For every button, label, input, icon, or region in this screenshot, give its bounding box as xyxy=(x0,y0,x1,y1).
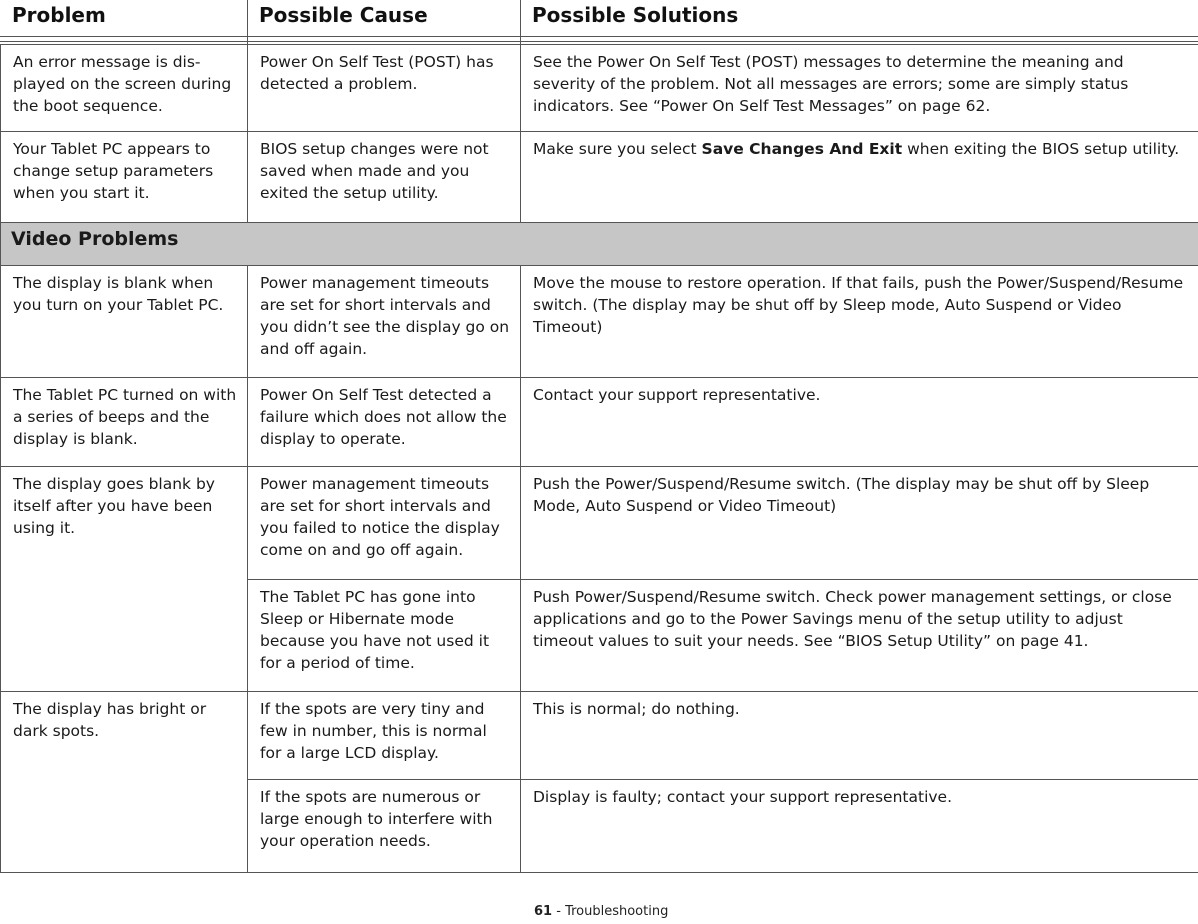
table-row xyxy=(1,692,1198,780)
header-possible-cause: Possible Cause xyxy=(259,3,428,27)
cause-cell: Power On Self Test (POST) has detected a problem. xyxy=(248,45,521,132)
table-row xyxy=(1,378,1198,467)
table-row xyxy=(1,266,1198,378)
problem-cell: The display has bright or dark spots. xyxy=(1,692,248,873)
section-heading-video-problems: Video Problems xyxy=(1,223,1198,266)
problem-cell: The Tablet PC turned on with a series of beeps and the display is blank. xyxy=(1,378,248,467)
cause-cell: If the spots are numerous or large enough to interfere with your operation needs. xyxy=(248,780,521,873)
solution-text: when exiting the BIOS setup utility. xyxy=(902,140,1180,158)
cause-cell: If the spots are very tiny and few in number, this is normal for a large LCD display. xyxy=(248,692,521,780)
cause-cell: The Tablet PC has gone into Sleep or Hibernate mode because you have not used it for a period of time. xyxy=(248,580,521,692)
problem-cell: An error message is dis-played on the screen during the boot sequence. xyxy=(1,45,248,132)
cause-cell: Power management timeouts are set for short intervals and you failed to notice the display come on and go off again. xyxy=(248,467,521,580)
solution-cell: Display is faulty; contact your support representative. xyxy=(521,780,1198,873)
header-double-rule xyxy=(0,41,1198,42)
footer-separator: - xyxy=(552,904,566,919)
menu-option-label: Save Changes And Exit xyxy=(701,140,903,158)
cause-cell: Power management timeouts are set for short intervals and you didn’t see the display go on and off again. xyxy=(248,266,521,378)
footer-section-name: Troubleshooting xyxy=(565,904,669,919)
solution-cell: Push the Power/Suspend/Resume switch. (The display may be shut off by Sleep Mode, Auto Suspend or Video Timeout) xyxy=(521,467,1198,580)
table-row xyxy=(1,467,1198,580)
solution-cell: Push Power/Suspend/Resume switch. Check power management settings, or close applications and go to the Power Savings menu of the setup utility to adjust timeout values to suit your needs. See “BIOS Setup Utility” on page 41. xyxy=(521,580,1198,692)
solution-cell: Move the mouse to restore operation. If that fails, push the Power/Suspend/Resume switch. (The display may be shut off by Sleep mode, Auto Suspend or Video Timeout) xyxy=(521,266,1198,378)
table-row xyxy=(1,45,1198,132)
solution-cell: Contact your support representative. xyxy=(521,378,1198,467)
table-header xyxy=(0,0,1198,37)
solution-cell: See the Power On Self Test (POST) messages to determine the meaning and severity of the problem. Not all messages are errors; some are simply status indicators. See “Power On Self Test Messages” on page 62. xyxy=(521,45,1198,132)
cause-cell: BIOS setup changes were not saved when made and you exited the setup utility. xyxy=(248,132,521,223)
troubleshooting-table xyxy=(0,44,1198,873)
problem-cell: Your Tablet PC appears to change setup parameters when you start it. xyxy=(1,132,248,223)
problem-cell: The display is blank when you turn on your Tablet PC. xyxy=(1,266,248,378)
page-number: 61 xyxy=(534,904,553,919)
header-possible-solutions: Possible Solutions xyxy=(532,3,739,27)
solution-cell xyxy=(521,132,1198,223)
solution-text: Make sure you select xyxy=(533,140,702,158)
table-row xyxy=(1,132,1198,223)
header-problem: Problem xyxy=(12,3,106,27)
header-divider xyxy=(520,0,521,44)
solution-cell: This is normal; do nothing. xyxy=(521,692,1198,780)
header-divider xyxy=(247,0,248,44)
problem-cell: The display goes blank by itself after you have been using it. xyxy=(1,467,248,692)
page-footer xyxy=(534,904,668,919)
section-row xyxy=(1,223,1198,266)
cause-cell: Power On Self Test detected a failure which does not allow the display to operate. xyxy=(248,378,521,467)
